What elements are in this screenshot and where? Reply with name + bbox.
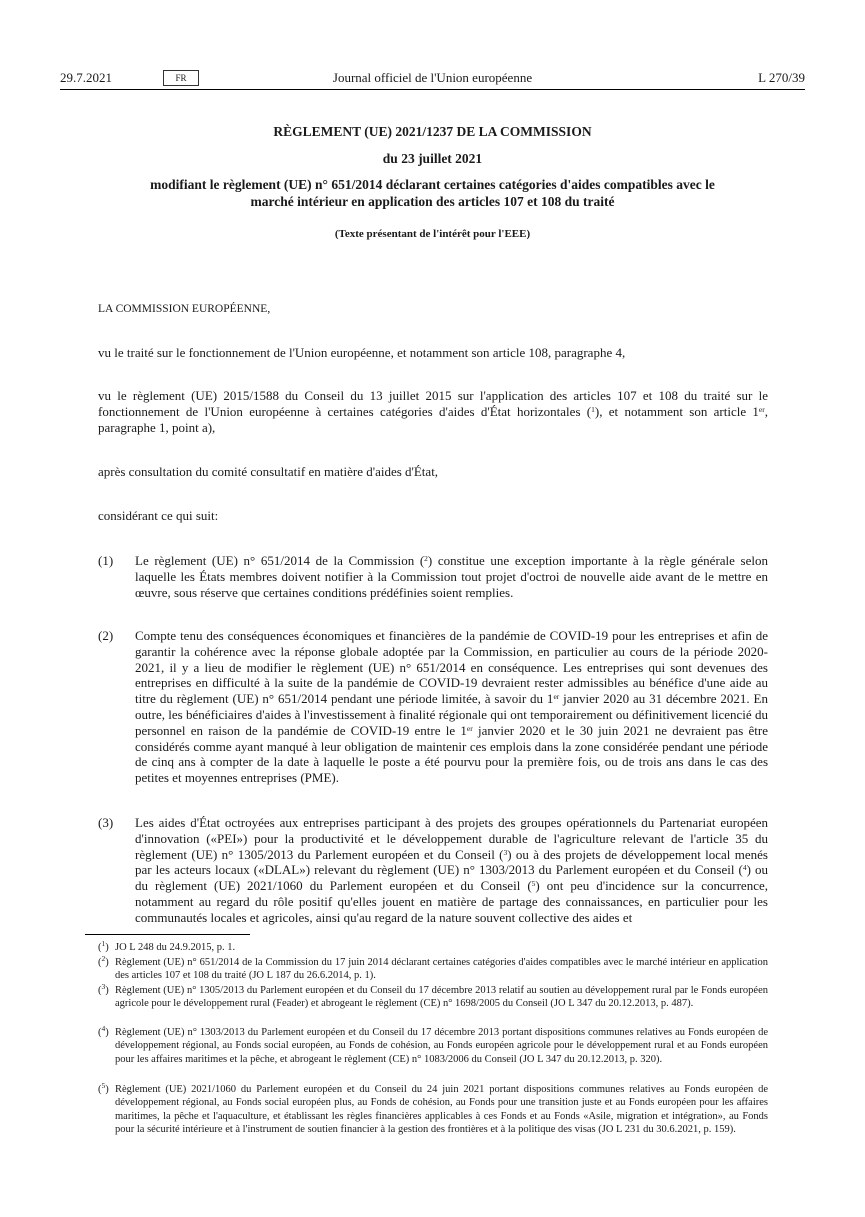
document-page: 29.7.2021 FR Journal officiel de l'Union européenne L 270/39 RÈGLEMENT (UE) 2021/1237 DE LA COMMISSION du 23 juillet 2021 modifiant le règlement (UE) n° 651/2014 déclarant certaines catégories d'aides compatibles avec le marché intérieur en application des articles 107 et 108 du traité (Texte présentant de l'intérêt pour l'EEE) LA COMMISSION EUROPÉENNE, vu le traité sur le fonctionnement de l'Union européenne, et notamment son article 108, paragraphe 4, vu le règlement (UE) 2015/1588 du Conseil du 13 juillet 2015 sur l'application des articles 107 et 108 du traité sur le fonctionnement de l'Union européenne à certaines catégories d'aides d'État horizontales ($^1$), et notamment son article 1er, paragraphe 1, point a), après consultation du comité consultatif en matière d'aides d'État, considérant ce qui suit: (1) Le règlement (UE) n° 651/2014 de la Commission ($^2$) constitue une exception importante à la règle générale selon laquelle les États membres doivent notifier à la Commission tout projet d'octroi de nouvelle aide avant de le mettre en œuvre, sous réserve que certaines conditions prédéfinies soient remplies. (2) Compte tenu des conséquences économiques et financières de la pandémie de COVID-19 pour les entreprises et afin de garantir la cohérence avec la réponse globale adoptée par la Commission, en particulier au cours de la période 2020-2021, il y a lieu de modifier le règlement (UE) n° 651/2014 en conséquence. Les entreprises qui sont devenues des entreprises en difficulté à la suite de la pandémie de COVID-19 devraient rester admissibles au bénéfice d'une aide au titre du règlement (UE) n° 651/2014 pendant une période limitée, à savoir du 1er janvier 2020 au 31 décembre 2021. En outre, les bénéficiaires d'aides à l'investissement à finalité régionale qui ont temporairement ou définitivement licencié du personnel en raison de la pandémie de COVID-19 entre le 1er janvier 2020 et le 30 juin 2021 ne devraient pas être considérés comme ayant manqué à leur obligation de maintenir ces emplois dans la zone considérée pendant une période de cinq ans à compter de la date à laquelle le poste a été pourvu pour la première fois, ou de trois ans dans le cas des petites et moyennes entreprises (PME). (3) Les aides d'État octroyées aux entreprises participant à des projets des groupes opérationnels du Partenariat européen d'innovation («PEI») pour la productivité et le développement durable de l'agriculture relevant de l'article 35 du règlement (UE) n° 1305/2013 du Parlement européen et du Conseil ($^3$) ou à des projets de développement local menés par les acteurs locaux («DLAL») relevant du règlement (UE) n° 1303/2013 du Parlement européen et du Conseil ($^4$) ou du règlement (UE) 2021/1060 du Parlement européen et du Conseil ($^5$) ont peu d'incidence sur la concurrence, notamment au regard du rôle positif qu'elles jouent en matière de partage des connaissances, en particulier pour les communautés locales et agricoles, ainsi qu'au regard de la nature souvent collective des aides et ($^1$) JO L 248 du 24.9.2015, p. 1. ($^2$) Règlement (UE) n° 651/2014 de la Commission du 17 juin 2014 déclarant certaines catégories d'aides compatibles avec le marché intérieur en application des articles 107 et 108 du traité (JO L 187 du 26.6.2014, p. 1). ($^3$) Règlement (UE) n° 1305/2013 du Parlement européen et du Conseil du 17 décembre 2013 relatif au soutien au développement rural par le Fonds européen agricole pour le développement rural (Feader) et abrogeant le règlement (CE) n° 1698/2005 du Conseil (JO L 347 du 20.12.2013, p. 487). ($^4$) Règlement (UE) n° 1303/2013 du Parlement européen et du Conseil du 17 décembre 2013 portant dispositions communes relatives au Fonds européen de développement régional, au Fonds social européen, au Fonds de cohésion, au Fonds européen agricole pour le développement rural et au Fonds européen pour les affaires maritimes et la pêche, et abrogeant le règlement (CE) n° 1083/2006 du Conseil (JO L 347 du 20.12.2013, p. 320). ($^5$) Règlement (UE) 2021/1060 du Parlement européen et du Conseil du 24 juin 2021 portant dispositions communes relatives au Fonds européen de développement régional, au Fonds social européen plus, au Fonds de cohésion, au Fonds pour une transition juste et au Fonds européen pour les affaires maritimes, la pêche et l'aquaculture, et établissant les règles financières applicables à ces Fonds et au Fonds «Asile, migration et intégration», au Fonds pour la sécurité intérieure et à l'instrument de soutien financier à la gestion des frontières et à la politique des visas (JO L 231 du 30.6.2021, p. 159).: [60, 70, 805, 1136]
regulation-subject-line-2: marché intérieur en application des articles 107 et 108 du traité: [250, 194, 615, 209]
footnote-ref[interactable]: 4: [742, 863, 747, 873]
regulation-date: du 23 juillet 2021: [382, 151, 483, 166]
footnote-text: Règlement (UE) n° 1305/2013 du Parlement européen et du Conseil du 17 décembre 2013 relatif au soutien au développement rural par le Fonds européen agricole pour le développement rural (Feader) et abrogeant le règlement (CE) n° 1698/2005 du Conseil (JO L 347 du 20.12.2013, p. 487).: [115, 985, 768, 1010]
language-badge: FR: [163, 70, 199, 86]
footnote-text: Règlement (UE) n° 651/2014 de la Commission du 17 juin 2014 déclarant certaines catégories d'aides compatibles avec le marché intérieur en application des articles 107 et 108 du traité (JO L 187 du 26.6.2014, p. 1).: [115, 957, 768, 982]
footnote-ref[interactable]: 5: [531, 879, 536, 889]
footnote-ref[interactable]: 3: [503, 847, 508, 857]
regulation-subject-line-1: modifiant le règlement (UE) n° 651/2014 déclarant certaines catégories d'aides compatibles avec le: [150, 177, 715, 192]
commission-heading: LA COMMISSION EUROPÉENNE,: [98, 303, 271, 315]
journal-title: Journal officiel de l'Union européenne: [332, 70, 533, 85]
recital-text: Les aides d'État octroyées aux entreprises participant à des projets des groupes opérationnels du Partenariat européen d'innovation («PEI») pour la productivité et le développement durable de l'agriculture relevant de l'article 35 du règlement (UE) n° 1305/2013 du Parlement européen et du Conseil ($^3$) ou à des projets de développement local menés par les acteurs locaux («DLAL») relevant du règlement (UE) n° 1303/2013 du Parlement européen et du Conseil ($^4$) ou du règlement (UE) 2021/1060 du Parlement européen et du Conseil ($^5$) ont peu d'incidence sur la concurrence, notamment au regard du rôle positif qu'elles jouent en matière de partage des connaissances, en particulier pour les communautés locales et agricoles, ainsi qu'au regard de la nature souvent collective des aides et: [135, 815, 768, 925]
recital-number: (2): [98, 628, 114, 643]
consultation-clause: après consultation du comité consultatif en matière d'aides d'État,: [98, 464, 439, 479]
eea-relevance-note: (Texte présentant de l'intérêt pour l'EEE): [334, 228, 531, 240]
regulation-title: RÈGLEMENT (UE) 2021/1237 DE LA COMMISSION: [273, 124, 592, 139]
citation-treaty: vu le traité sur le fonctionnement de l'Union européenne, et notamment son article 108, paragraphe 4,: [98, 345, 626, 360]
citation-regulation: vu le règlement (UE) 2015/1588 du Conseil du 13 juillet 2015 sur l'application des articles 107 et 108 du traité sur le fonctionnement de l'Union européenne à certaines catégories d'aides d'État horizontales ($^1$), et notamment son article 1er, paragraphe 1, point a),: [98, 388, 768, 435]
whereas-heading: considérant ce qui suit:: [98, 508, 219, 523]
page-reference: L 270/39: [758, 70, 805, 85]
page-header: [60, 69, 805, 87]
recital-text: Le règlement (UE) n° 651/2014 de la Commission ($^2$) constitue une exception importante à la règle générale selon laquelle les États membres doivent notifier à la Commission tout projet d'octroi de nouvelle aide avant de le mettre en œuvre, sous réserve que certaines conditions prédéfinies soient remplies.: [135, 553, 768, 600]
publication-date: 29.7.2021: [60, 70, 112, 85]
recital-number: (1): [98, 553, 114, 568]
footnote-text: JO L 248 du 24.9.2015, p. 1.: [115, 942, 236, 953]
footnote-ref[interactable]: 1: [591, 404, 595, 414]
header-rule: [60, 89, 805, 90]
recital-number: (3): [98, 815, 114, 830]
footnote-text: Règlement (UE) n° 1303/2013 du Parlement européen et du Conseil du 17 décembre 2013 portant dispositions communes relatives au Fonds européen de développement régional, au Fonds social européen, au Fonds de cohésion, au Fonds européen agricole pour le développement rural et au Fonds européen pour les affaires maritimes et la pêche, et abrogeant le règlement (CE) n° 1083/2006 du Conseil (JO L 347 du 20.12.2013, p. 320).: [115, 1027, 768, 1065]
footnote-text: Règlement (UE) 2021/1060 du Parlement européen et du Conseil du 24 juin 2021 portant dispositions communes relatives au Fonds européen de développement régional, au Fonds social européen plus, au Fonds de cohésion, au Fonds pour une transition juste et au Fonds européen pour les affaires maritimes, la pêche et l'aquaculture, et établissant les règles financières applicables à ces Fonds et au Fonds «Asile, migration et intégration», au Fonds pour la sécurité intérieure et à l'instrument de soutien financier à la gestion des frontières et à la politique des visas (JO L 231 du 30.6.2021, p. 159).: [115, 1084, 768, 1136]
regulation-subject: [60, 176, 805, 210]
footnote-separator: [85, 934, 250, 935]
footnote-ref[interactable]: 2: [424, 554, 428, 563]
recital-text: Compte tenu des conséquences économiques et financières de la pandémie de COVID-19 pour les entreprises et afin de garantir la cohérence avec la réponse globale adoptée par la Commission, en particulier au cours de la période 2020-2021, il y a lieu de modifier le règlement (UE) n° 651/2014 en conséquence. Les entreprises qui sont devenues des entreprises en difficulté à la suite de la pandémie de COVID-19 devraient rester admissibles au bénéfice d'une aide au titre du règlement (UE) n° 651/2014 pendant une période limitée, à savoir du 1er janvier 2020 au 31 décembre 2021. En outre, les bénéficiaires d'aides à l'investissement à finalité régionale qui ont temporairement ou définitivement licencié du personnel en raison de la pandémie de COVID-19 entre le 1er janvier 2020 et le 30 juin 2021 ne devraient pas être considérés comme ayant manqué à leur obligation de maintenir ces emplois dans la zone considérée pendant une période de cinq ans à compter de la date à laquelle le poste a été pourvu pour la première fois, ou de trois ans dans le cas des petites et moyennes entreprises (PME).: [135, 628, 768, 786]
